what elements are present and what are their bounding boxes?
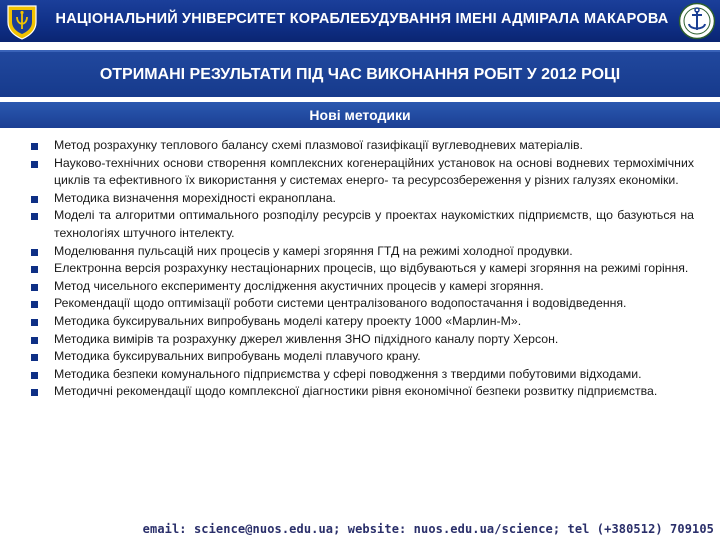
list-item-text: Науково-технічних основи створення комплексних когенераційних установок на основі водневих термохімічних циклів та ефективного їх використання у системах енерго- та ресурсозбереження у різних галузях економіки.: [54, 155, 694, 188]
list-item: [30, 383, 694, 401]
list-item-text: Методичні рекомендації щодо комплексної діагностики рівня економічної безпеки розвитку підприємства.: [54, 384, 658, 399]
list-item-text: Моделі та алгоритми оптимального розподілу ресурсів у проектах наукомістких підприємств, що базуються на технологіях штучного інтелекту.: [54, 208, 694, 240]
footer-contacts: email: science@nuos.edu.ua; website: nuos.edu.ua/science; tel (+380512) 709105: [142, 522, 714, 536]
bullet-square-icon: [31, 301, 38, 308]
list-item: [30, 207, 694, 242]
list-item-text: Методика безпеки комунального підприємства у сфері поводження з твердими побутовими відходами.: [54, 366, 642, 381]
list-item: [30, 366, 694, 384]
bullet-square-icon: [31, 249, 38, 256]
list-item: [30, 331, 694, 349]
list-item: [30, 295, 694, 313]
university-name: НАЦІОНАЛЬНИЙ УНІВЕРСИТЕТ КОРАБЛЕБУДУВАННЯ ІМЕНІ АДМІРАЛА МАКАРОВА: [55, 11, 669, 27]
slide-title: ОТРИМАНІ РЕЗУЛЬТАТИ ПІД ЧАС ВИКОНАННЯ РОБІТ У 2012 РОЦІ: [99, 66, 621, 83]
list-item: [30, 348, 694, 366]
bullet-square-icon: [31, 266, 38, 273]
title-band: [0, 50, 720, 97]
list-item-text: Метод розрахунку теплового балансу схемі плазмової газифікації вуглеводневих матеріалів.: [54, 138, 583, 152]
list-item-text: Електронна версія розрахунку нестаціонарних процесів, що відбуваються у камері згоряння на режимі горіння.: [54, 261, 689, 276]
bullet-square-icon: [31, 354, 38, 361]
list-item: [30, 155, 694, 190]
methods-list: [30, 137, 694, 401]
list-item: [30, 243, 694, 261]
list-item: [30, 190, 694, 208]
list-item-text: Моделювання пульсацій них процесів у камері згоряння ГТД на режимі холодної продувки.: [54, 243, 573, 258]
section-band: [0, 102, 720, 128]
list-item: [30, 137, 694, 155]
bullet-square-icon: [31, 372, 38, 379]
bullet-square-icon: [31, 389, 38, 396]
list-item: [30, 260, 694, 278]
bullet-square-icon: [31, 337, 38, 344]
list-item-text: Методика вимірів та розрахунку джерел живлення ЗНО підхідного каналу порту Херсон.: [54, 331, 559, 346]
header-band: [0, 0, 720, 42]
university-crest-icon: [4, 2, 40, 40]
section-title: Нові методики: [309, 107, 411, 123]
bullet-square-icon: [31, 319, 38, 326]
bullet-square-icon: [31, 284, 38, 291]
list-item-text: Методика визначення мореxідності екраноплана.: [54, 190, 336, 205]
list-item-text: Методика буксирувальних випробувань моделі плавучого крану.: [54, 349, 421, 364]
bullet-square-icon: [31, 161, 38, 168]
bullet-square-icon: [31, 196, 38, 203]
list-item: [30, 278, 694, 296]
list-item-text: Метод чисельного експерименту дослідження акустичних процесів у камері згоряння.: [54, 278, 544, 293]
list-item: [30, 313, 694, 331]
bullet-square-icon: [31, 213, 38, 220]
bullet-square-icon: [31, 143, 38, 150]
anchor-emblem-icon: [678, 2, 716, 40]
list-item-text: Методика буксирувальних випробувань моделі катеру проекту 1000 «Марлин-М».: [54, 313, 522, 328]
list-item-text: Рекомендації щодо оптимізації роботи системи централізованого водопостачання і водовідведення.: [54, 296, 627, 311]
